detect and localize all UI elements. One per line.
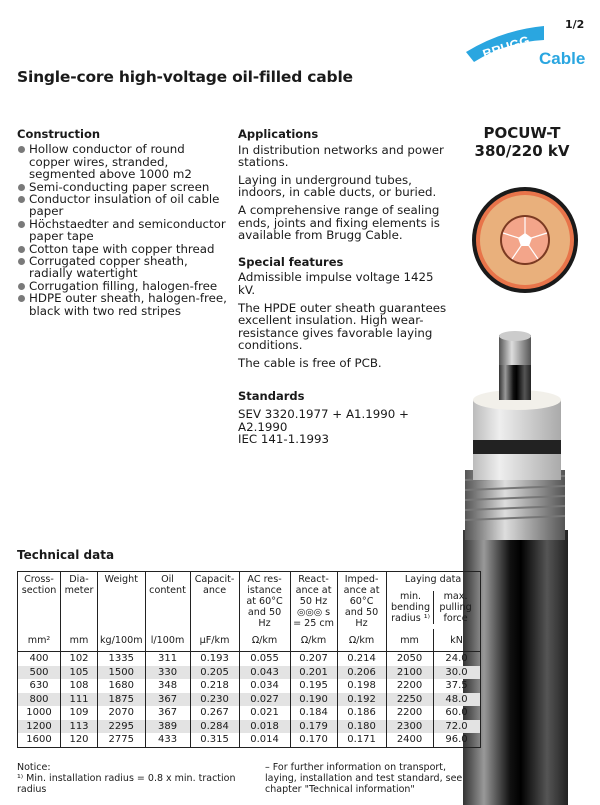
standards-line: SEV 3320.1977 + A1.1990 + A2.1990 [238,407,409,434]
table-cell: 120 [61,733,98,747]
column-header: Oil content [145,572,190,630]
product-designation [462,124,582,160]
applications-text: A comprehensive range of sealing ends, joints and fixing elements is available from Brugg Cable. [238,202,440,243]
table-cell: 1200 [18,720,61,734]
column-header: React-ance at 50 Hz ◎◎◎ s = 25 cm [290,572,337,630]
table-cell: 0.171 [337,733,386,747]
special-features-text: The cable is free of PCB. [238,355,382,370]
table-cell: 0.218 [190,679,239,693]
column-header: AC res-istance at 60°C and 50 Hz [239,572,290,630]
svg-text:Cable: Cable [539,49,586,68]
table-cell: 96.0 [433,733,480,747]
table-cell: 0.034 [239,679,290,693]
table-cell: 0.190 [290,693,337,707]
unit-label: µF/km [190,629,239,652]
details-column [238,128,453,458]
product-voltage: 380/220 kV [474,142,570,160]
brugg-cable-logo [462,20,592,70]
table-cell: 2295 [98,720,146,734]
table-cell: 0.214 [337,652,386,666]
table-cell: 400 [18,652,61,666]
unit-label: Ω/km [290,629,337,652]
unit-label: mm [61,629,98,652]
applications-text: Laying in underground tubes, indoors, in cable ducts, or buried. [238,172,437,200]
column-header: min. bending radius ¹⁾ [389,591,434,624]
applications-text: In distribution networks and power stations. [238,142,444,170]
table-cell: 2250 [386,693,433,707]
column-header: Dia-meter [61,572,98,630]
table-cell: 48.0 [433,693,480,707]
table-cell: 367 [145,706,190,720]
table-cell: 2200 [386,706,433,720]
table-cell: 2070 [98,706,146,720]
table-cell: 1600 [18,733,61,747]
table-cell: 60.0 [433,706,480,720]
construction-section [17,128,227,317]
cable-cross-section-image [470,185,580,295]
table-row [18,733,481,747]
standards-heading: Standards [238,388,305,403]
table-cell: 30.0 [433,666,480,680]
table-cell: 2775 [98,733,146,747]
table-cell: 1500 [98,666,146,680]
laying-data-group-header [386,572,480,630]
table-cell: 2400 [386,733,433,747]
construction-item: HDPE outer sheath, halogen-free, black with two red stripes [17,292,227,317]
table-cell: 500 [18,666,61,680]
construction-item: Corrugation filling, halogen-free [17,280,227,292]
notice-label: Notice: [17,762,51,773]
unit-label: Ω/km [337,629,386,652]
table-cell: 2300 [386,720,433,734]
page-number: 1/2 [565,18,585,31]
table-cell: 2200 [386,679,433,693]
table-cell: 0.018 [239,720,290,734]
table-row [18,666,481,680]
table-cell: 0.193 [190,652,239,666]
construction-item: Cotton tape with copper thread [17,243,227,255]
applications-section [238,128,453,242]
table-cell: 102 [61,652,98,666]
table-cell: 0.184 [290,706,337,720]
table-cell: 348 [145,679,190,693]
table-cell: 111 [61,693,98,707]
table-cell: 0.267 [190,706,239,720]
technical-data-heading: Technical data [17,548,115,562]
unit-label: kg/100m [98,629,146,652]
construction-item: Höchstaedter and semiconductor paper tape [17,218,227,243]
unit-label: mm² [18,629,61,652]
unit-label: mm [386,629,433,652]
table-cell: 330 [145,666,190,680]
table-cell: 0.043 [239,666,290,680]
special-features-heading: Special features [238,254,344,269]
applications-heading: Applications [238,127,319,141]
table-row [18,693,481,707]
table-cell: 0.206 [337,666,386,680]
unit-label: kN [433,629,480,652]
table-cell: 113 [61,720,98,734]
table-cell: 0.027 [239,693,290,707]
standards-line: IEC 141-1.1993 [238,432,329,447]
table-row [18,720,481,734]
special-features-text: The HPDE outer sheath guarantees excellent insulation. High wear-resistance gives favorable laying conditions. [238,300,447,353]
table-cell: 367 [145,693,190,707]
table-cell: 0.055 [239,652,290,666]
further-information-note: – For further information on transport, laying, installation and test standard, see chapter "Technical information" [265,762,463,795]
table-cell: 0.315 [190,733,239,747]
table-cell: 105 [61,666,98,680]
table-cell: 37.5 [433,679,480,693]
table-cell: 0.198 [337,679,386,693]
table-cell: 0.207 [290,652,337,666]
column-header: max. pulling force [439,591,472,624]
table-row [18,679,481,693]
table-cell: 433 [145,733,190,747]
table-cell: 389 [145,720,190,734]
column-header: Imped-ance at 60°C and 50 Hz [337,572,386,630]
special-features-section [238,256,453,370]
column-header: Weight [98,572,146,630]
table-cell: 1875 [98,693,146,707]
table-cell: 0.192 [337,693,386,707]
special-features-text: Admissible impulse voltage 1425 kV. [238,270,434,297]
table-cell: 0.179 [290,720,337,734]
table-cell: 800 [18,693,61,707]
table-cell: 0.201 [290,666,337,680]
table-cell: 0.170 [290,733,337,747]
column-header: Capacit-ance [190,572,239,630]
table-cell: 72.0 [433,720,480,734]
table-cell: 630 [18,679,61,693]
standards-section [238,390,453,446]
table-cell: 109 [61,706,98,720]
page-title: Single-core high-voltage oil-filled cable [17,68,353,86]
table-cell: 0.284 [190,720,239,734]
construction-item: Hollow conductor of round copper wires, stranded, segmented above 1000 m2 [17,143,227,180]
table-cell: 0.186 [337,706,386,720]
table-cell: 0.014 [239,733,290,747]
laying-data-label: Laying data [404,574,462,585]
table-row [18,652,481,666]
construction-item: Conductor insulation of oil cable paper [17,193,227,218]
technical-data-table [17,571,481,748]
construction-heading: Construction [17,127,101,141]
table-cell: 1000 [18,706,61,720]
svg-text:BRUGG: BRUGG [480,32,532,62]
table-cell: 1680 [98,679,146,693]
table-cell: 108 [61,679,98,693]
notice-footnote: ¹⁾ Min. installation radius = 0.8 x min. traction radius [17,773,236,795]
table-cell: 1335 [98,652,146,666]
unit-label: l/100m [145,629,190,652]
table-cell: 2100 [386,666,433,680]
construction-item: Corrugated copper sheath, radially watertight [17,255,227,280]
table-cell: 24.0 [433,652,480,666]
table-cell: 0.195 [290,679,337,693]
column-header: Cross-section [18,572,61,630]
notice [17,762,247,795]
table-cell: 311 [145,652,190,666]
construction-item: Semi-conducting paper screen [17,181,227,193]
table-cell: 0.230 [190,693,239,707]
unit-label: Ω/km [239,629,290,652]
table-row [18,706,481,720]
table-cell: 2050 [386,652,433,666]
product-code: POCUW-T [483,124,561,142]
table-cell: 0.205 [190,666,239,680]
table-cell: 0.021 [239,706,290,720]
table-cell: 0.180 [337,720,386,734]
